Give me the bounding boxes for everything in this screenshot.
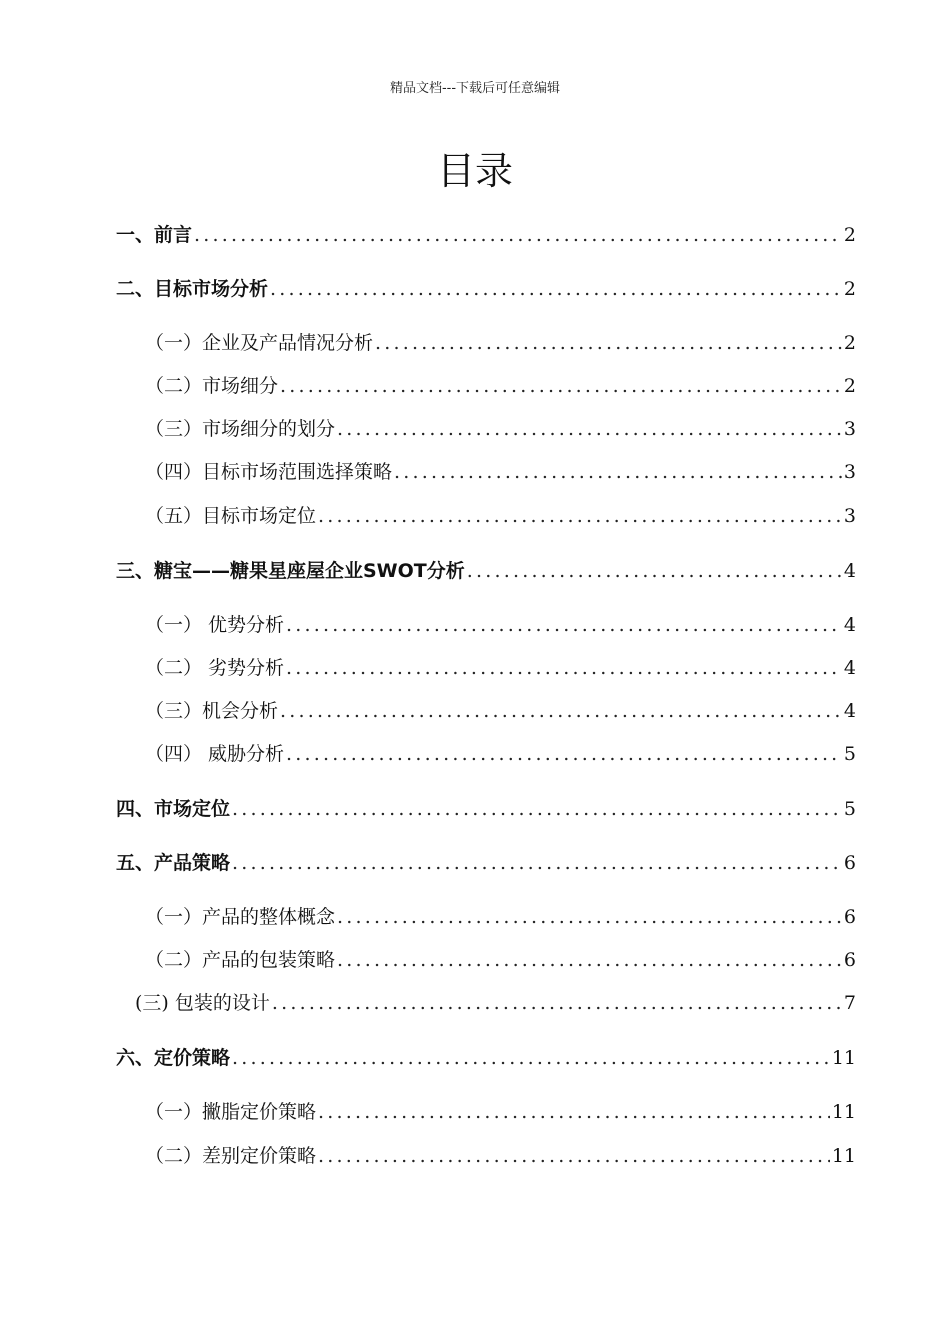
toc-entry-text: （一）产品的整体概念: [145, 906, 336, 928]
toc-leader-dots: [272, 990, 842, 1016]
toc-page-number: 4: [843, 657, 856, 679]
toc-entry-text: （一）企业及产品情况分析: [145, 332, 374, 354]
toc-entry-swot-analysis[interactable]: [116, 558, 856, 584]
toc-entry-differential-pricing[interactable]: [145, 1143, 856, 1169]
toc-entry-text: 四、市场定位: [116, 798, 231, 820]
toc-entry-text: （一） 优势分析: [145, 614, 285, 636]
toc-entry-pricing-strategy[interactable]: [116, 1045, 856, 1071]
toc-entry-company-product-analysis[interactable]: [145, 330, 856, 356]
toc-entry-text: （三）机会分析: [145, 700, 279, 722]
toc-page-number: 6: [843, 852, 856, 874]
toc-page-number: 3: [843, 418, 856, 440]
toc-page-number: 11: [831, 1101, 856, 1123]
toc-leader-dots: [375, 330, 842, 356]
toc-page-number: 6: [843, 949, 856, 971]
toc-entry-text: （二）产品的包装策略: [145, 949, 336, 971]
toc-page-number: 7: [843, 992, 856, 1014]
toc-leader-dots: [318, 1099, 830, 1125]
toc-page-number: 4: [843, 700, 856, 722]
toc-leader-dots: [394, 459, 842, 485]
toc-entry-packaging-design[interactable]: [135, 990, 856, 1016]
toc-leader-dots: [270, 276, 842, 302]
toc-entry-preface[interactable]: [116, 222, 856, 248]
toc-entry-market-positioning[interactable]: [116, 796, 856, 822]
toc-entry-text: （二） 劣势分析: [145, 657, 285, 679]
toc-entry-product-strategy[interactable]: [116, 850, 856, 876]
toc-leader-dots: [280, 698, 842, 724]
toc-leader-dots: [286, 741, 842, 767]
toc-entry-text: 五、产品策略: [116, 852, 231, 874]
toc-entry-opportunities[interactable]: [145, 698, 856, 724]
toc-entry-weaknesses[interactable]: [145, 655, 856, 681]
toc-page-number: 5: [843, 798, 856, 820]
toc-entry-text: 一、前言: [116, 224, 193, 246]
toc-entry-threats[interactable]: [145, 741, 856, 767]
toc-page-number: 5: [843, 743, 856, 765]
header-note: 精品文档---下载后可任意编辑: [389, 81, 561, 96]
toc-entry-text: （四）目标市场范围选择策略: [145, 461, 393, 483]
toc-entry-text: （五）目标市场定位: [145, 505, 317, 527]
toc-entry-market-segmentation[interactable]: [145, 373, 856, 399]
toc-leader-dots: [467, 558, 842, 584]
toc-page-number: 2: [843, 278, 856, 300]
toc-page-number: 4: [843, 560, 856, 582]
toc-entry-strengths[interactable]: [145, 612, 856, 638]
toc-entry-product-concept[interactable]: [145, 904, 856, 930]
toc-leader-dots: [232, 850, 842, 876]
toc-entry-target-market-analysis[interactable]: [116, 276, 856, 302]
toc-entry-text: (三) 包装的设计: [135, 992, 270, 1014]
toc-entry-text: 三、糖宝——糖果星座屋企业SWOT分析: [116, 560, 465, 582]
toc-entry-text: 二、目标市场分析: [116, 278, 269, 300]
toc-page-number: 2: [843, 224, 856, 246]
toc-entry-target-range-strategy[interactable]: [145, 459, 856, 485]
toc-entry-text: （三）市场细分的划分: [145, 418, 336, 440]
toc-leader-dots: [337, 904, 842, 930]
toc-leader-dots: [232, 1045, 830, 1071]
toc-entry-target-positioning[interactable]: [145, 503, 856, 529]
toc-page-number: 11: [831, 1145, 856, 1167]
toc-page-number: 6: [843, 906, 856, 928]
toc-page-number: 2: [843, 375, 856, 397]
toc-leader-dots: [286, 655, 842, 681]
toc-entry-text: （二）市场细分: [145, 375, 279, 397]
toc-leader-dots: [337, 416, 842, 442]
toc-page-number: 3: [843, 461, 856, 483]
toc-leader-dots: [280, 373, 842, 399]
toc-entry-packaging-strategy[interactable]: [145, 947, 856, 973]
toc-page-number: 4: [843, 614, 856, 636]
toc-leader-dots: [232, 796, 842, 822]
toc-entry-skimming-pricing[interactable]: [145, 1099, 856, 1125]
toc-title: 目录: [436, 149, 513, 193]
toc-page-number: 3: [843, 505, 856, 527]
toc-page-number: 2: [843, 332, 856, 354]
toc-entry-text: （二）差别定价策略: [145, 1145, 317, 1167]
toc-entry-segmentation-division[interactable]: [145, 416, 856, 442]
toc-leader-dots: [194, 222, 842, 248]
toc-page-number: 11: [831, 1047, 856, 1069]
toc-leader-dots: [318, 1143, 830, 1169]
toc-entry-text: （一）撇脂定价策略: [145, 1101, 317, 1123]
toc-leader-dots: [318, 503, 842, 529]
toc-entry-text: 六、定价策略: [116, 1047, 231, 1069]
toc-leader-dots: [286, 612, 842, 638]
toc-entry-text: （四） 威胁分析: [145, 743, 285, 765]
toc-leader-dots: [337, 947, 842, 973]
